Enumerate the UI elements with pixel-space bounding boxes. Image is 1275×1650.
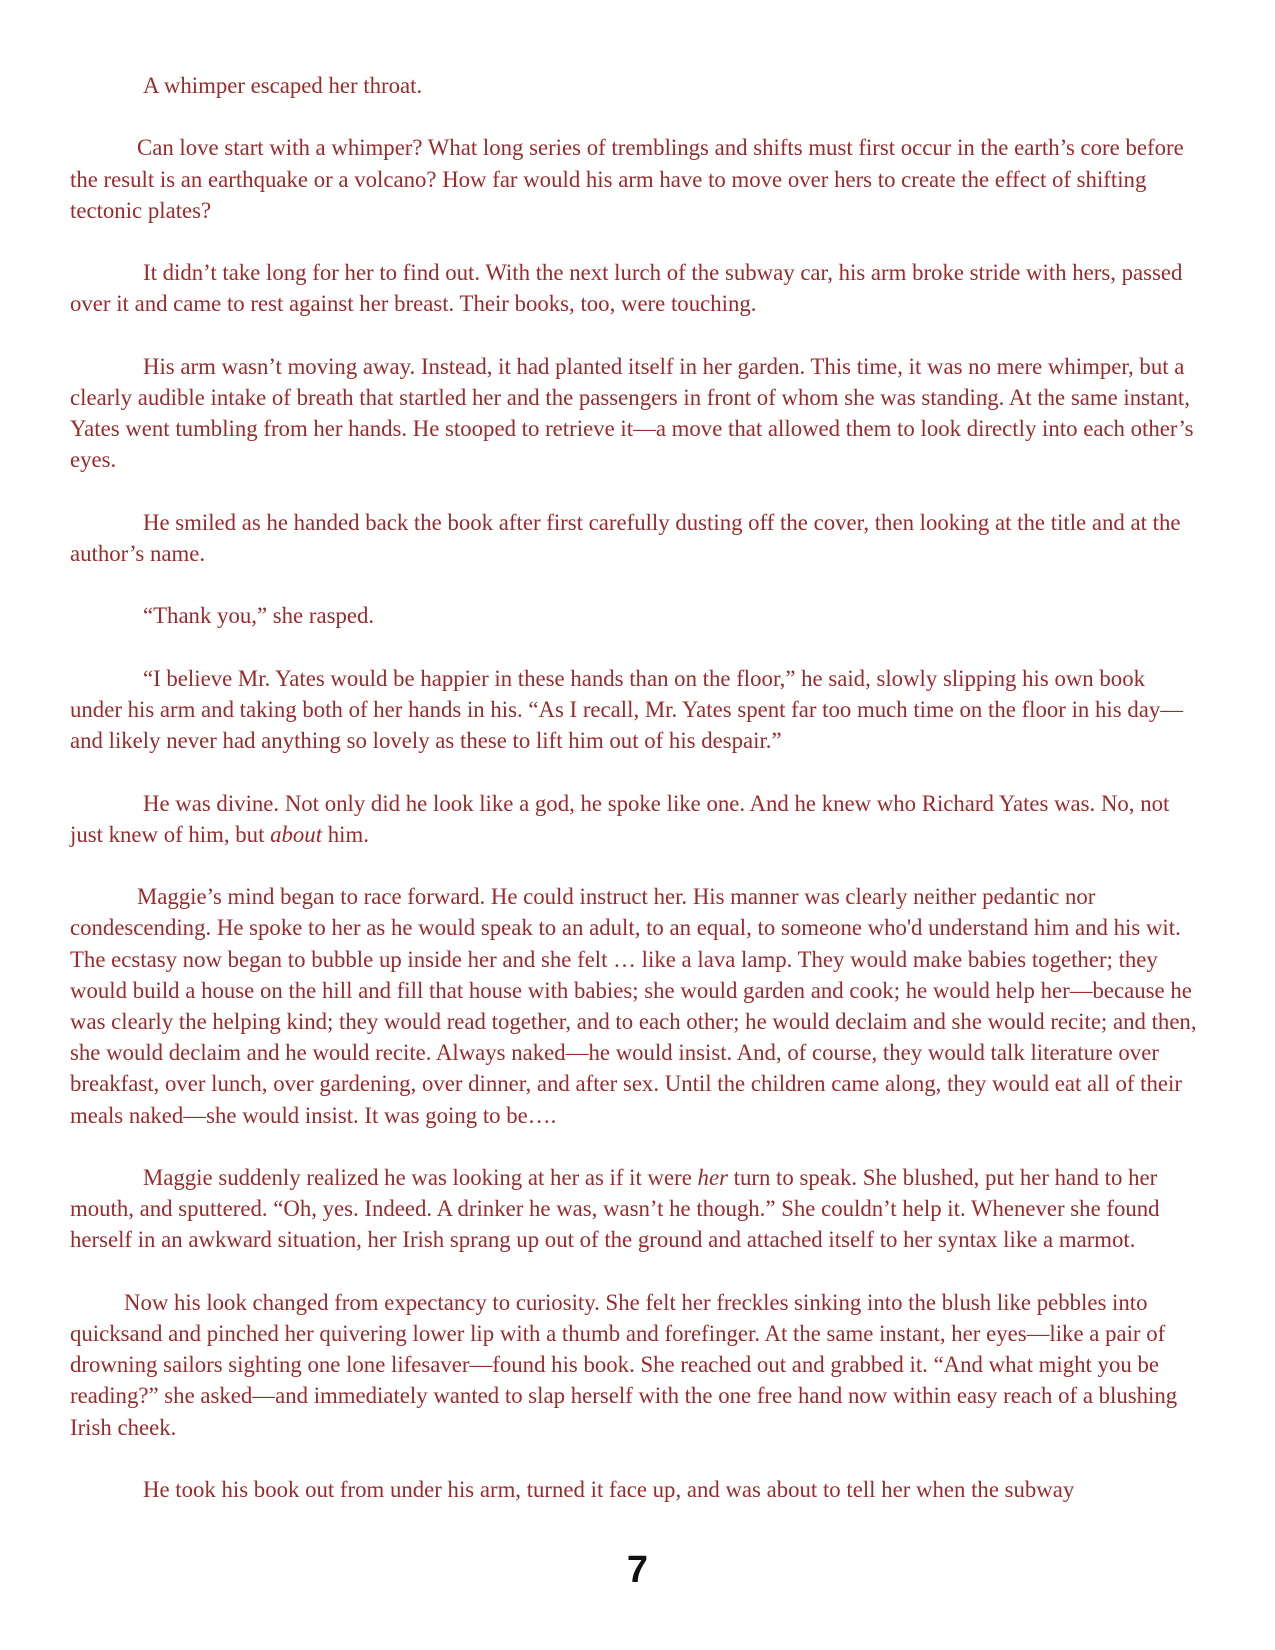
paragraph-12: He took his book out from under his arm, turned it face up, and was about to tell her when the subway <box>143 1476 1075 1502</box>
page-number: 7 <box>626 1549 649 1591</box>
paragraph-8 <box>70 788 1202 850</box>
paragraph-3: It didn’t take long for her to find out. With the next lurch of the subway car, his arm broke stride with hers, passed over it and came to rest against her breast. Their books, too, were touching. <box>70 260 1183 317</box>
paragraph-4: His arm wasn’t moving away. Instead, it had planted itself in her garden. This time, it was no mere whimper, but a clearly audible intake of breath that startled her and the passengers in front of whom she was standing. At the same instant, Yates went tumbling from her hands. He stooped to retrieve it—a move that allowed them to look directly into each other’s eyes. <box>70 353 1194 473</box>
paragraph-9: Maggie’s mind began to race forward. He could instruct her. His manner was clearly neither pedantic nor condescending. He spoke to her as he would speak to an adult, to an equal, to someone who'd understand him and his wit. The ecstasy now began to bubble up inside her and she felt … like a lava lamp. They would make babies together; they would build a house on the hill and fill that house with babies; she would garden and cook; he would help her—because he was clearly the helping kind; they would read together, and to each other; he would declaim and she would recite; and then, she would declaim and he would recite. Always naked—he would insist. And, of course, they would talk literature over breakfast, over lunch, over gardening, over dinner, and after sex. Until the children came along, they would eat all of their meals naked—she would insist. It was going to be…. <box>70 884 1197 1128</box>
paragraph-6: “Thank you,” she rasped. <box>143 603 375 629</box>
emphasis-about: about <box>270 821 323 847</box>
paragraph-10-text-end: turn to speak. She blushed, put her hand to her mouth, and sputtered. “Oh, yes. Indeed. A drinker he was, wasn’t he though.” She couldn’t help it. Whenever she found herself in an awkward situation, her Irish sprang up out of the ground and attached itself to her syntax like a marmot. <box>70 1164 1160 1253</box>
paragraph-10 <box>70 1162 1202 1256</box>
paragraph-1: A whimper escaped her throat. <box>143 73 423 98</box>
emphasis-her: her <box>697 1164 728 1190</box>
paragraph-8-text-end: him. <box>322 821 369 847</box>
paragraph-7: “I believe Mr. Yates would be happier in these hands than on the floor,” he said, slowly slipping his own book under his arm and taking both of her hands in his. “As I recall, Mr. Yates spent far too much time on the floor in his day—and likely never had anything so lovely as these to lift him out of his despair.” <box>70 665 1184 754</box>
body-text <box>70 70 1202 1505</box>
paragraph-10-text: Maggie suddenly realized he was looking at her as if it were <box>143 1164 698 1190</box>
paragraph-5: He smiled as he handed back the book after first carefully dusting off the cover, then looking at the title and at the author’s name. <box>70 509 1181 566</box>
paragraph-8-text: He was divine. Not only did he look like a god, he spoke like one. And he knew who Richard Yates was. No, not just knew of him, but <box>70 790 1170 847</box>
paragraph-2: Can love start with a whimper? What long series of tremblings and shifts must first occur in the earth’s core before the result is an earthquake or a volcano? How far would his arm have to move over hers to create the effect of shifting tectonic plates? <box>70 135 1184 223</box>
paragraph-11: Now his look changed from expectancy to curiosity. She felt her freckles sinking into the blush like pebbles into quicksand and pinched her quivering lower lip with a thumb and forefinger. At the same instant, her eyes—like a pair of drowning sailors sighting one lone lifesaver—found his book. She reached out and grabbed it. “And what might you be reading?” she asked—and immediately wanted to slap herself with the one free hand now within easy reach of a blushing Irish cheek. <box>70 1289 1178 1440</box>
